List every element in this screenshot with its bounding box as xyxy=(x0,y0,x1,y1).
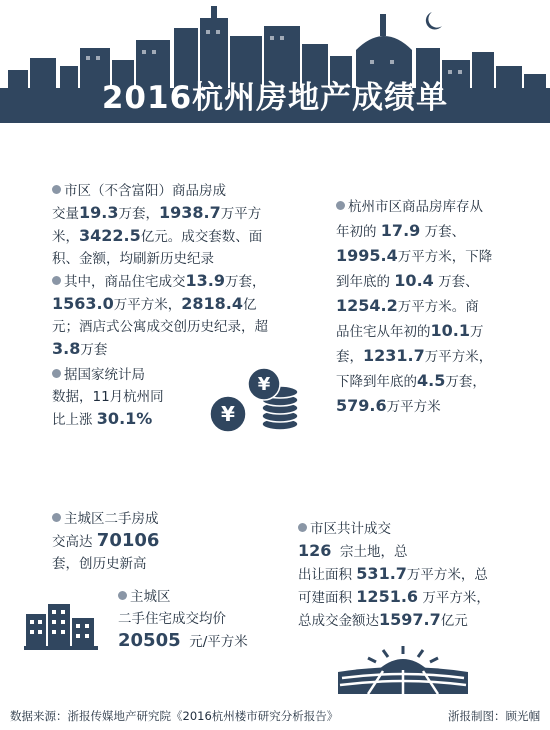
land-summary: 市区共计成交 126 宗土地，总 出让面积 531.7万平方米，总 可建面积 1251.6 万平方米， 总成交金额达1597.7亿元 xyxy=(298,521,490,629)
title-underline xyxy=(0,118,550,123)
farmland-icon xyxy=(338,644,468,694)
page-title: 2016杭州房地产成绩单 xyxy=(101,80,449,116)
hotel-apartment-value: 3.8 xyxy=(52,339,81,358)
data-source: 数据来源：浙报传媒地产研究院《2016杭州楼市研究分析报告》 xyxy=(10,709,339,723)
sales-units-value: 19.3 xyxy=(79,203,119,222)
sales-line-6: 1563.0万平方米，2818.4亿 xyxy=(52,294,257,313)
land-amount-value: 1597.7 xyxy=(379,610,441,629)
bullet-dot xyxy=(118,591,127,600)
bullet-dot xyxy=(298,523,307,532)
price-rise-value: 30.1% xyxy=(96,409,153,428)
bullet-dot xyxy=(52,513,61,522)
land-build-value: 1251.6 xyxy=(356,587,419,606)
sales-area-value: 1938.7 xyxy=(158,203,221,222)
sales-line-8: 3.8万套 xyxy=(52,339,108,358)
price-rise-note: 据国家统计局 数据，11月杭州同 比上涨 30.1% xyxy=(52,367,164,428)
sales-summary xyxy=(52,180,322,361)
buildings-icon xyxy=(24,600,98,650)
resale-price-value: 20505 xyxy=(118,630,181,651)
inventory-summary: 杭州市区商品房库存从 年初的 17.9 万套、 1995.4万平方米，下降 到年底的 10.4 万套、 1254.2万平方米。商 品住宅从年初的10.1万 套，1231.7万平方米， 下降到年底的4.5万套， 579.6万平方米 xyxy=(336,199,493,415)
land-area-value: 531.7 xyxy=(356,564,407,583)
sales-amount-value: 3422.5 xyxy=(79,226,141,245)
sales-line-5: 其中，商品住宅成交13.9万套， xyxy=(52,270,322,293)
bullet-dot xyxy=(52,276,61,285)
yuan-symbol: ¥ xyxy=(257,374,271,395)
sales-line-1: 市区（不含富阳）商品房成 xyxy=(52,180,322,202)
residential-area-value: 1563.0 xyxy=(52,294,114,313)
bullet-dot xyxy=(52,185,61,194)
bullet-dot xyxy=(52,369,61,378)
land-lots-value: 126 xyxy=(298,541,332,560)
coin-stack-icon xyxy=(206,366,302,436)
sales-line-7: 元；酒店式公寓成交创历史纪录，超 xyxy=(52,319,268,335)
resale-volume: 主城区二手房成 交高达 70106 套，创历史新高 xyxy=(52,511,160,572)
footer xyxy=(10,708,540,724)
bullet-dot xyxy=(336,201,345,210)
sales-line-2: 交量19.3万套，1938.7万平方 xyxy=(52,203,262,222)
yuan-symbol: ¥ xyxy=(221,402,235,426)
graphic-credit: 浙报制图：顾光帼 xyxy=(448,709,540,723)
resale-units-value: 70106 xyxy=(96,530,160,551)
residential-units-value: 13.9 xyxy=(185,271,225,290)
residential-amount-value: 2818.4 xyxy=(181,294,243,313)
resale-price: 主城区 二手住宅成交均价 20505 元/平方米 xyxy=(118,589,248,651)
sales-line-4: 积、金额，均刷新历史纪录 xyxy=(52,251,214,267)
sales-line-3: 米，3422.5亿元。成交套数、面 xyxy=(52,226,263,245)
